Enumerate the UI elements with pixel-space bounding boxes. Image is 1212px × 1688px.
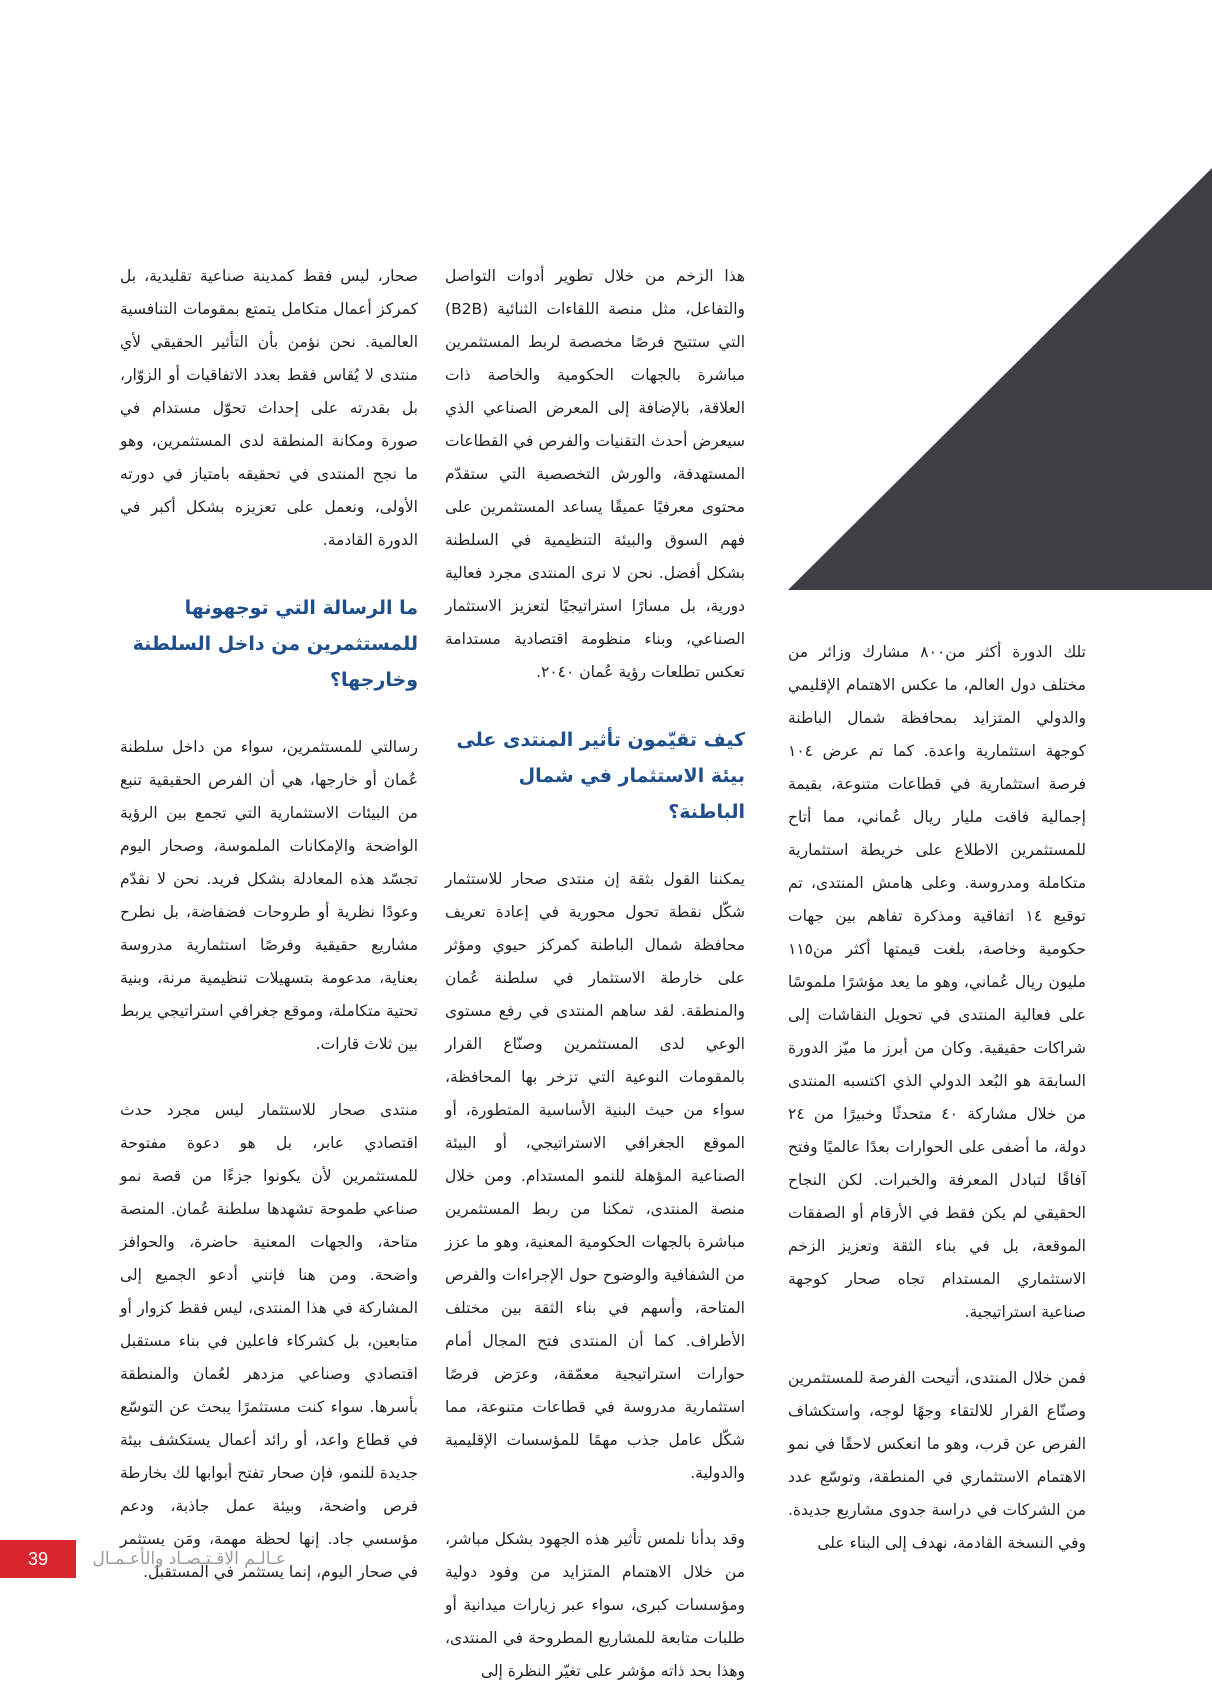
triangle-shape: [788, 168, 1212, 590]
article-column-right: [788, 636, 1086, 1560]
magazine-title: عـالـم الاقـتـصـاد والأعـمـال: [92, 1549, 286, 1569]
question-heading: ما الرسالة التي توجهونها للمستثمرين من داخل السلطنة وخارجها؟: [132, 597, 418, 691]
paragraph: يمكننا القول بثقة إن منتدى صحار للاستثمار شكّل نقطة تحول محورية في إعادة تعريف محافظة شمال الباطنة كمركز حيوي ومؤثر على خارطة الاستثمار في سلطنة عُمان والمنطقة. لقد ساهم المنتدى في رفع مستوى الوعي لدى المستثمرين وصنّاع القرار بالمقومات النوعية التي تزخر بها المحافظة، سواء من حيث البنية الأساسية المتطورة، أو الموقع الجغرافي الاستراتيجي، أو البيئة الصناعية المؤهلة للنمو المستدام. ومن خلال منصة المنتدى، تمكنا من ربط المستثمرين مباشرة بالجهات الحكومية المعنية، وهو ما عزز من الشفافية والوضوح حول الإجراءات والفرص المتاحة، وأسهم في بناء الثقة بين مختلف الأطراف. كما أن المنتدى فتح المجال أمام حوارات استراتيجية معمّقة، وعرَض فرصًا استثمارية مدروسة في قطاعات متنوعة، مما شكّل عامل جذب مهمًا للمؤسسات الإقليمية والدولية.: [445, 870, 745, 1482]
paragraph: صحار، ليس فقط كمدينة صناعية تقليدية، بل كمركز أعمال متكامل يتمتع بمقومات التنافسية العالمية. نحن نؤمن بأن التأثير الحقيقي لأي منتدى لا يُقاس فقط بعدد الاتفاقيات أو الزوّار، بل بقدرته على إحداث تحوّل مستدام في صورة ومكانة المنطقة لدى المستثمرين، وهو ما نجح المنتدى في تحقيقه بامتياز في دورته الأولى، ونعمل على تعزيزه بشكل أكبر في الدورة القادمة.: [120, 267, 418, 549]
article-column-middle: [445, 260, 745, 1688]
paragraph: منتدى صحار للاستثمار ليس مجرد حدث اقتصادي عابر، بل هو دعوة مفتوحة للمستثمرين لأن يكونوا جزءًا من قصة نمو صناعي طموحة تشهدها سلطنة عُمان. المنصة متاحة، والجهات المعنية حاضرة، والحوافز واضحة. ومن هنا فإنني أدعو الجميع إلى المشاركة في هذا المنتدى، ليس فقط كزوار أو متابعين، بل كشركاء فاعلين في بناء مستقبل اقتصادي وصناعي مزدهر لعُمان والمنطقة بأسرها. سواء كنت مستثمرًا يبحث عن التوسّع في قطاع واعد، أو رائد أعمال يستكشف بيئة جديدة للنمو، فإن صحار تفتح أبوابها لك بخارطة فرص واضحة، وبيئة عمل جاذبة، ودعم مؤسسي جاد. إنها لحظة مهمة، ومَن يستثمر في صحار اليوم، إنما يستثمر في المستقبل.: [120, 1101, 418, 1581]
paragraph: هذا الزخم من خلال تطوير أدوات التواصل والتفاعل، مثل منصة اللقاءات الثنائية (B2B) التي ستتيح فرصًا مخصصة لربط المستثمرين مباشرة بالجهات الحكومية والخاصة ذات العلاقة، بالإضافة إلى المعرض الصناعي الذي سيعرض أحدث التقنيات والفرص في القطاعات المستهدفة، والورش التخصصية التي ستقدّم محتوى معرفيًا عميقًا يساعد المستثمرين على فهم السوق والبيئة التنظيمية في السلطنة بشكل أفضل. نحن لا نرى المنتدى مجرد فعالية دورية، بل مسارًا استراتيجيًا لتعزيز الاستثمار الصناعي، وبناء منظومة اقتصادية مستدامة تعكس تطلعات رؤية عُمان ٢٠٤٠.: [445, 267, 745, 681]
paragraph: وقد بدأنا نلمس تأثير هذه الجهود بشكل مباشر، من خلال الاهتمام المتزايد من وفود دولية ومؤسسات كبرى، سواء عبر زيارات ميدانية أو طلبات متابعة للمشاريع المطروحة في المنتدى، وهذا بحد ذاته مؤشر على تغيّر النظرة إلى: [445, 1530, 745, 1680]
question-heading: كيف تقيّمون تأثير المنتدى على بيئة الاستثمار في شمال الباطنة؟: [456, 729, 745, 823]
page-number: 39: [27, 1549, 49, 1569]
article-column-left: [120, 260, 418, 1589]
paragraph: رسالتي للمستثمرين، سواء من داخل سلطنة عُمان أو خارجها، هي أن الفرص الحقيقية تنبع من البيئات الاستثمارية التي تجمع بين الرؤية الواضحة والإمكانات الملموسة، وصحار اليوم تجسّد هذه المعادلة بشكل فريد. نحن لا نقدّم وعودًا نظرية أو طروحات فضفاضة، بل نطرح مشاريع حقيقية وفرصًا استثمارية مدروسة بعناية، مدعومة بتسهيلات تنظيمية مرنة، وبنية تحتية متكاملة، وموقع جغرافي استراتيجي يربط بين ثلاث قارات.: [120, 738, 418, 1053]
paragraph: تلك الدورة أكثر من٨٠٠ مشارك وزائر من مختلف دول العالم، ما عكس الاهتمام الإقليمي والدولي المتزايد بمحافظة شمال الباطنة كوجهة استثمارية واعدة. كما تم عرض ١٠٤ فرصة استثمارية في قطاعات متنوعة، بقيمة إجمالية فاقت مليار ريال عُماني، مما أتاح للمستثمرين الاطلاع على خريطة استثمارية متكاملة ومدروسة. وعلى هامش المنتدى، تم توقيع ١٤ اتفاقية ومذكرة تفاهم بين جهات حكومية وخاصة، بلغت قيمتها أكثر من١١٥ مليون ريال عُماني، وهو ما يعد مؤشرًا ملموسًا على فعالية المنتدى في تحويل النقاشات إلى شراكات حقيقية. وكان من أبرز ما ميّز الدورة السابقة هو البُعد الدولي الذي اكتسبه المنتدى من خلال مشاركة ٤٠ متحدثًا وخبيرًا من ٢٤ دولة، ما أضفى على الحوارات بعدًا عالميًا وفتح آفاقًا لتبادل المعرفة والخبرات. لكن النجاح الحقيقي لم يكن فقط في الأرقام أو الصفقات الموقعة، بل في بناء الثقة وتعزيز الزخم الاستثماري المستدام تجاه صحار كوجهة صناعية استراتيجية.: [788, 643, 1086, 1321]
paragraph: فمن خلال المنتدى، أتيحت الفرصة للمستثمرين وصنّاع القرار للالتقاء وجهًا لوجه، واستكشاف الفرص عن قرب، وهو ما انعكس لاحقًا في نمو الاهتمام الاستثماري في المنطقة، وتوسّع عدد من الشركات في دراسة جدوى مشاريع جديدة. وفي النسخة القادمة، نهدف إلى البناء على: [788, 1369, 1086, 1552]
